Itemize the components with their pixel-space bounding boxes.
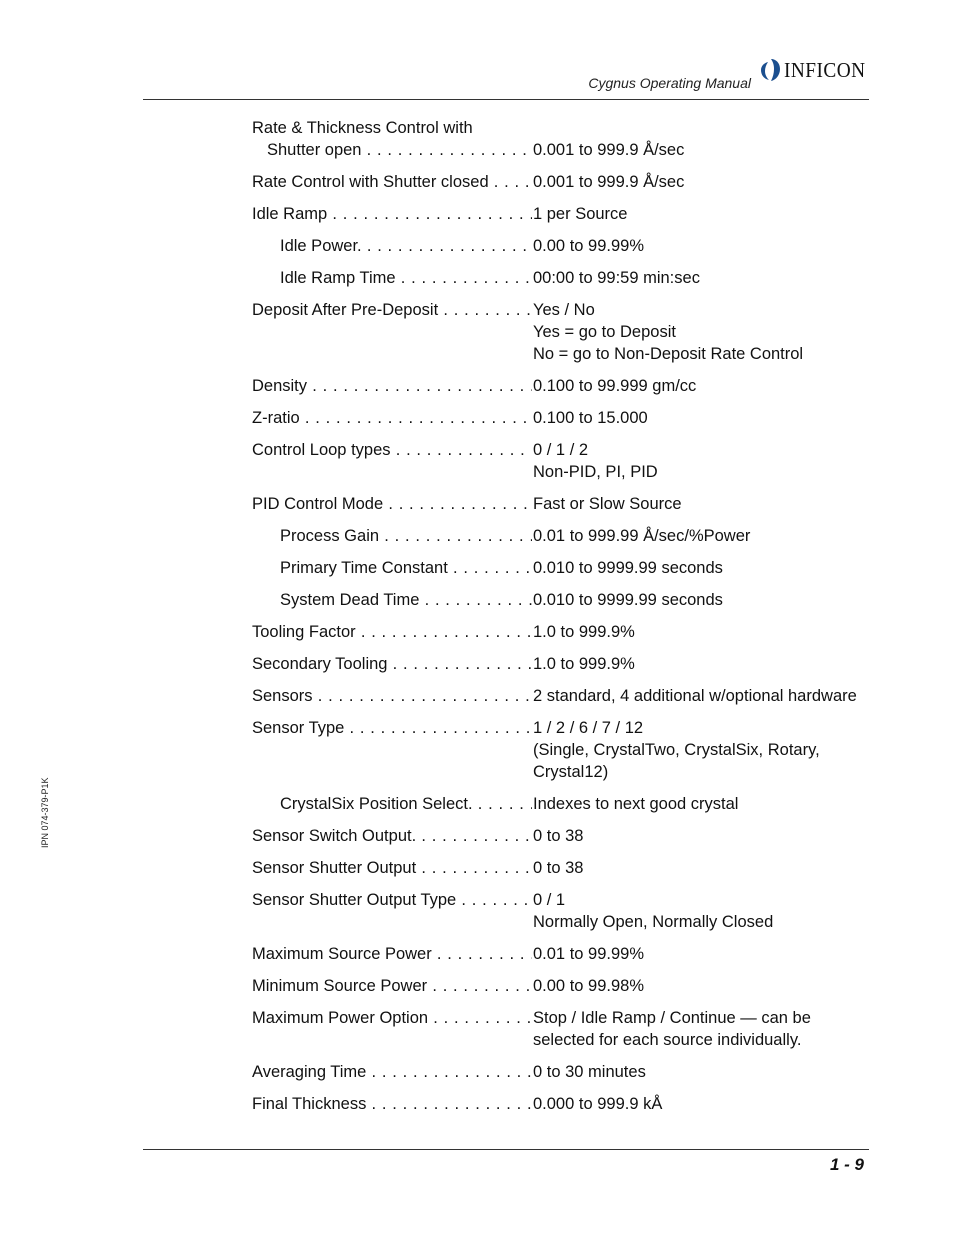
- spec-label: Sensor Switch Output. . . .: [252, 825, 532, 847]
- spec-row: [252, 117, 892, 161]
- spec-value-line: 1 / 2 / 6 / 7 / 12: [533, 719, 644, 737]
- spec-label: Secondary Tooling . . .: [252, 653, 532, 675]
- spec-value-line: 0.100 to 99.999 gm/cc: [533, 377, 697, 395]
- spec-label: Rate Control with Shutter closed . . .: [252, 171, 532, 193]
- spec-value-line: Fast or Slow Source: [533, 495, 682, 513]
- spec-label: Sensor Type . . .: [252, 717, 532, 739]
- spec-value: [533, 557, 892, 579]
- spec-row: [252, 407, 892, 429]
- spec-value-line: 00:00 to 99:59 min:sec: [533, 269, 700, 287]
- page-number: 1 - 9: [829, 1155, 864, 1174]
- spec-label: Control Loop types . . .: [252, 439, 532, 461]
- spec-value-line: 0 / 1 / 2: [533, 441, 589, 459]
- spec-label: PID Control Mode . . .: [252, 493, 532, 515]
- spec-value: [533, 621, 892, 643]
- spec-value: [533, 717, 892, 783]
- spec-value: [533, 493, 892, 515]
- spec-label: Z-ratio . . .: [252, 407, 532, 429]
- spec-value-line: Non-PID, PI, PID: [533, 463, 658, 481]
- header-rule: [143, 99, 869, 100]
- side-ipn-label: IPN 074-379-P1K: [40, 777, 50, 848]
- spec-label: Minimum Source Power . . .: [252, 975, 532, 997]
- spec-value: [533, 975, 892, 997]
- spec-label: Sensor Shutter Output Type . . .: [252, 889, 532, 911]
- spec-value-line: Yes / No: [533, 301, 595, 319]
- spec-value-line: 0.00 to 99.99%: [533, 237, 645, 255]
- inficon-logo-mark: [760, 57, 782, 83]
- spec-row: [252, 653, 892, 675]
- spec-row: [252, 1007, 892, 1051]
- spec-value-line: Stop / Idle Ramp / Continue — can be: [533, 1009, 811, 1027]
- inficon-logo: [760, 57, 873, 83]
- spec-value-line: 0.100 to 15.000: [533, 409, 648, 427]
- header-title: Cygnus Operating Manual: [588, 75, 751, 91]
- spec-value: [533, 685, 892, 707]
- spec-label: CrystalSix Position Select. . . .: [252, 793, 532, 815]
- spec-row: [252, 1093, 892, 1115]
- spec-label: Density . . .: [252, 375, 532, 397]
- spec-label: Idle Power. . . .: [252, 235, 532, 257]
- spec-label: Sensors . . .: [252, 685, 532, 707]
- spec-value-line: Indexes to next good crystal: [533, 795, 739, 813]
- spec-value: [533, 203, 892, 225]
- spec-value: [533, 171, 892, 193]
- spec-value-line: No = go to Non-Deposit Rate Control: [533, 345, 804, 363]
- spec-list: [252, 117, 892, 1125]
- spec-value-line: 0.01 to 999.99 Å/sec/%Power: [533, 527, 751, 545]
- spec-value-line: 0.00 to 99.98%: [533, 977, 645, 995]
- spec-row: [252, 889, 892, 933]
- spec-value-line: 0.010 to 9999.99 seconds: [533, 591, 723, 609]
- spec-value-line: 0.001 to 999.9 Å/sec: [533, 173, 685, 191]
- spec-value-line: 0 to 38: [533, 859, 584, 877]
- spec-value-line: 0.01 to 99.99%: [533, 945, 645, 963]
- spec-value: [533, 267, 892, 289]
- spec-label: Primary Time Constant . . .: [252, 557, 532, 579]
- spec-row: [252, 943, 892, 965]
- spec-value: [533, 299, 892, 365]
- spec-row: [252, 557, 892, 579]
- spec-label: Idle Ramp . . .: [252, 203, 532, 225]
- spec-label: Deposit After Pre-Deposit . . .: [252, 299, 532, 321]
- spec-row: [252, 299, 892, 365]
- spec-label: Maximum Source Power . . .: [252, 943, 532, 965]
- spec-value: [533, 407, 892, 429]
- spec-value: [533, 235, 892, 257]
- spec-label: Averaging Time . . .: [252, 1061, 532, 1083]
- spec-label: Final Thickness . . .: [252, 1093, 532, 1115]
- spec-row: [252, 685, 892, 707]
- spec-row: [252, 267, 892, 289]
- spec-label-first-line: Rate & Thickness Control with: [252, 119, 473, 137]
- spec-value: [533, 943, 892, 965]
- spec-value-line: 0.001 to 999.9 Å/sec: [533, 141, 685, 159]
- spec-value: [533, 793, 892, 815]
- spec-label: Tooling Factor . . .: [252, 621, 532, 643]
- spec-value-line: 1 per Source: [533, 205, 628, 223]
- spec-row: [252, 525, 892, 547]
- spec-value: [533, 117, 892, 161]
- spec-value-line: 0.000 to 999.9 kÅ: [533, 1095, 663, 1113]
- spec-value: [533, 825, 892, 847]
- spec-label: Process Gain . . .: [252, 525, 532, 547]
- spec-value: [533, 1007, 892, 1051]
- spec-row: [252, 171, 892, 193]
- spec-value: [533, 1093, 892, 1115]
- spec-row: [252, 857, 892, 879]
- spec-row: [252, 975, 892, 997]
- spec-label: Sensor Shutter Output . . .: [252, 857, 532, 879]
- spec-value: [533, 439, 892, 483]
- spec-row: [252, 825, 892, 847]
- spec-value: [533, 653, 892, 675]
- spec-value-line: Yes = go to Deposit: [533, 323, 676, 341]
- spec-value-line: (Single, CrystalTwo, CrystalSix, Rotary,: [533, 741, 820, 759]
- spec-value-line: 0 to 30 minutes: [533, 1063, 646, 1081]
- spec-label: Maximum Power Option . . .: [252, 1007, 532, 1029]
- inficon-logo-text: INFICON: [784, 57, 866, 82]
- spec-row: [252, 439, 892, 483]
- spec-value: [533, 589, 892, 611]
- spec-value-line: 2 standard, 4 additional w/optional hardware: [533, 687, 857, 705]
- spec-row: [252, 717, 892, 783]
- spec-value-line: 0 to 38: [533, 827, 584, 845]
- spec-row: [252, 589, 892, 611]
- spec-row: [252, 793, 892, 815]
- spec-label: System Dead Time . . .: [252, 589, 532, 611]
- spec-value-line: 0.010 to 9999.99 seconds: [533, 559, 723, 577]
- spec-label: Shutter open . . .: [252, 139, 532, 161]
- spec-value-line: 0 / 1: [533, 891, 566, 909]
- spec-value-line: 1.0 to 999.9%: [533, 623, 635, 641]
- spec-label: Idle Ramp Time . . .: [252, 267, 532, 289]
- spec-value-line: 1.0 to 999.9%: [533, 655, 635, 673]
- spec-row: [252, 203, 892, 225]
- spec-value: [533, 889, 892, 933]
- spec-value-line: selected for each source individually.: [533, 1031, 802, 1049]
- spec-value: [533, 857, 892, 879]
- spec-row: [252, 493, 892, 515]
- spec-row: [252, 621, 892, 643]
- spec-value-line: Crystal12): [533, 763, 609, 781]
- spec-row: [252, 235, 892, 257]
- spec-value-line: Normally Open, Normally Closed: [533, 913, 774, 931]
- spec-row: [252, 1061, 892, 1083]
- spec-value: [533, 375, 892, 397]
- spec-value: [533, 525, 892, 547]
- footer-rule: [143, 1149, 869, 1150]
- spec-row: [252, 375, 892, 397]
- spec-value: [533, 1061, 892, 1083]
